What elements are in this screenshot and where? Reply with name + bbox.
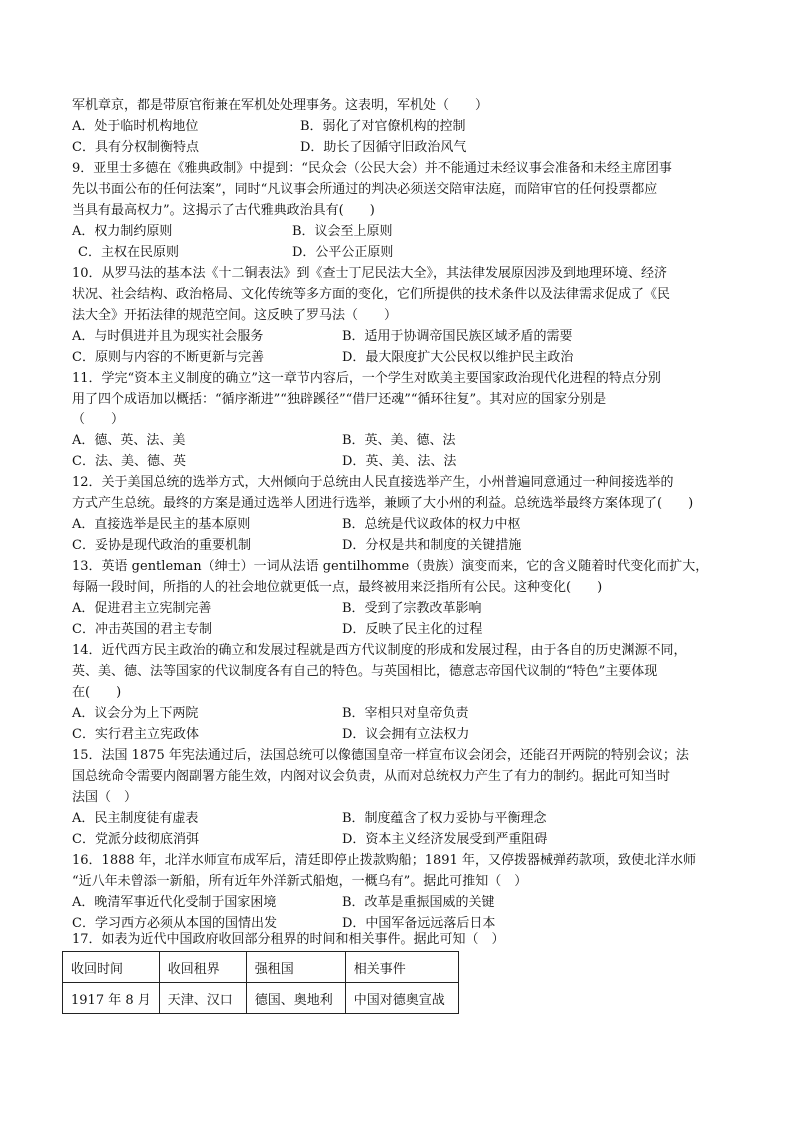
option-d: D．分权是共和制度的关键措施 [342,538,522,553]
option-a: A．处于临时机构地位 [72,119,199,134]
option-c: C．实行君主立宪政体 [72,727,199,742]
option-d: D．资本主义经济发展受到严重阻碍 [342,832,548,847]
option-d: D．反映了民主化的过程 [342,622,483,637]
option-b: B．受到了宗教改革影响 [342,601,482,616]
table-header: 相关事件 [345,952,458,983]
option-c: C．学习西方必须从本国的国情出发 [72,916,277,931]
question-16-text: “近八年未曾添一新船，所有近年外洋新式船炮，一概乌有”。据此可推知（ ） [72,874,528,889]
table-row [63,983,459,1014]
option-c: C．主权在民原则 [78,245,179,260]
concession-table [62,951,459,1014]
table-cell: 1917 年 8 月 [63,983,160,1014]
question-15-text: 国总统命令需要内阁副署方能生效，内阁对议会负责，从而对总统权力产生了有力的制约。据此可知当时 [72,769,671,784]
option-d: D．助长了因循守旧政治风气 [300,140,467,155]
question-11-text: （ ） [72,412,125,427]
question-10-text: 法大全》开拓法律的规范空间。这反映了罗马法（ ） [72,308,398,323]
option-a: A．德、英、法、美 [72,433,186,448]
table-header: 收回租界 [159,952,246,983]
option-a: A．议会分为上下两院 [72,706,199,721]
question-9-text: 先以书面公布的任何法案”，同时“凡议事会所通过的判决必须送交陪审法庭，而陪审官的任何投票都应 [72,182,658,197]
question-16-text: 16．1888 年，北洋水师宣布成军后，清廷即停止拨款购船；1891 年，又停拨器械弹药款项，致使北洋水师 [72,853,696,868]
option-c: C．原则与内容的不断更新与完善 [72,350,264,365]
option-c: C．党派分歧彻底消弭 [72,832,199,847]
option-a: A．民主制度徒有虚表 [72,811,199,826]
option-c: C．妥协是现代政治的重要机制 [72,538,251,553]
option-b: B．英、美、德、法 [342,433,456,448]
option-b: B．制度蕴含了权力妥协与平衡理念 [342,811,547,826]
option-d: D．英、美、法、法 [342,454,457,469]
question-10-text: 10．从罗马法的基本法《十二铜表法》到《查士丁尼民法大全》，其法律发展原因涉及到地理环境、经济 [72,266,668,281]
table-cell: 中国对德奥宣战 [345,983,458,1014]
question-text: 军机章京，都是带原官衔兼在军机处处理事务。这表明，军机处（ ） [72,98,489,113]
question-9-text: 9．亚里士多德在《雅典政制》中提到：“民众会（公民大会）并不能通过未经议事会准备和未经主席团事 [72,161,672,176]
question-14-text: 在( ) [72,685,122,700]
option-b: B．议会至上原则 [292,224,393,239]
option-b: B．总统是代议政体的权力中枢 [342,517,521,532]
question-15-text: 法国（ ） [72,790,138,805]
question-17-text: 17．如表为近代中国政府收回部分租界的时间和相关事件。据此可知（ ） [72,932,505,947]
option-d: D．中国军备远远落后日本 [342,916,496,931]
option-b: B．改革是重振国威的关键 [342,895,495,910]
table-header: 强租国 [246,952,345,983]
option-b: B．适用于协调帝国民族区域矛盾的需要 [342,329,573,344]
question-13-text: 13．英语 gentleman（绅士）一词从法语 gentilhomme（贵族）演变而来，它的含义随着时代变化而扩大， [72,559,709,574]
option-c: C．冲击英国的君主专制 [72,622,212,637]
question-14-text: 14．近代西方民主政治的确立和发展过程就是西方代议制度的形成和发展过程，由于各自的历史渊源不同， [72,643,687,658]
question-13-text: 每隔一段时间，所指的人的社会地位就更低一点，最终被用来泛指所有公民。这种变化( ) [72,580,603,595]
question-12-text: 12．关于美国总统的选举方式，大州倾向于总统由人民直接选举产生，小州普遍同意通过一种间接选举的 [72,475,674,490]
question-11-text: 11．学完“资本主义制度的确立”这一章节内容后，一个学生对欧美主要国家政治现代化进程的特点分别 [72,371,661,386]
option-d: D．议会拥有立法权力 [342,727,470,742]
option-a: A．直接选举是民主的基本原则 [72,517,251,532]
table-header-row [63,952,459,983]
option-b: B．宰相只对皇帝负责 [342,706,469,721]
option-a: A．权力制约原则 [72,224,173,239]
table-cell: 德国、奥地利 [246,983,345,1014]
table-cell: 天津、汉口 [159,983,246,1014]
question-15-text: 15．法国 1875 年宪法通过后，法国总统可以像德国皇帝一样宣布议会闭会，还能召开两院的特别会议；法 [72,748,689,763]
option-c: C．具有分权制衡特点 [72,140,199,155]
question-9-text: 当具有最高权力”。这揭示了古代雅典政治具有( ) [72,203,375,218]
option-a: A．与时俱进并且为现实社会服务 [72,329,264,344]
option-a: A．促进君主立宪制完善 [72,601,212,616]
option-c: C．法、美、德、英 [72,454,186,469]
table-header: 收回时间 [63,952,160,983]
question-11-text: 用了四个成语加以概括：“循序渐进”“独辟蹊径”“借尸还魂”“循环往复”。其对应的国家分别是 [72,392,607,407]
option-a: A．晚清军事近代化受制于国家困境 [72,895,277,910]
option-d: D．最大限度扩大公民权以维护民主政治 [342,350,574,365]
option-b: B．弱化了对官僚机构的控制 [300,119,466,134]
question-12-text: 方式产生总统。最终的方案是通过选举人团进行选举，兼顾了大小州的利益。总统选举最终方案体现了( ) [72,496,694,511]
question-10-text: 状况、社会结构、政治格局、文化传统等多方面的变化，它们所提供的技术条件以及法律需求促成了《民 [72,287,671,302]
option-d: D．公平公正原则 [292,245,394,260]
question-14-text: 英、美、德、法等国家的代议制度各有自己的特色。与英国相比，德意志帝国代议制的“特色”主要体现 [72,664,658,679]
